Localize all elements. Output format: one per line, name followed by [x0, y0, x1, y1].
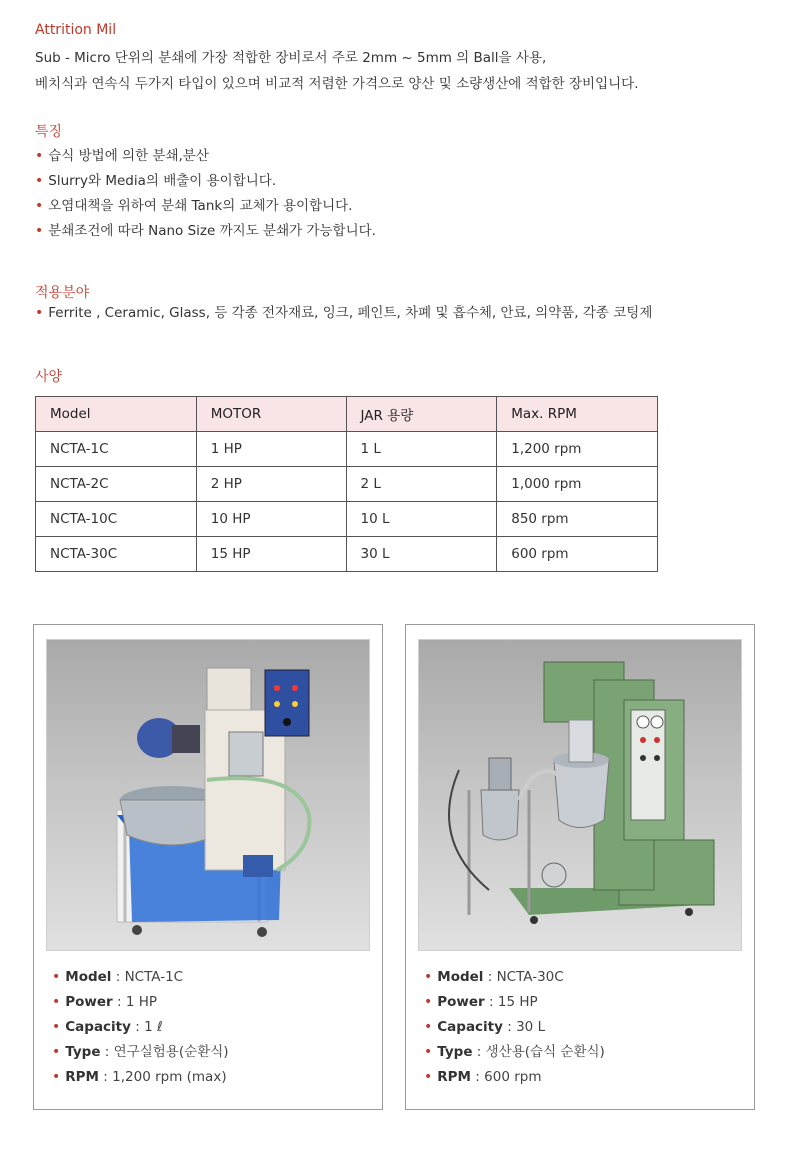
cell-rpm: 850 rpm — [497, 502, 658, 537]
spec-header-motor: MOTOR — [196, 397, 346, 432]
bullet-icon: • — [35, 173, 44, 189]
bullet-icon: • — [52, 1069, 61, 1085]
feature-item: • 습식 방법에 의한 분쇄,분산 — [35, 148, 209, 164]
bullet-icon: • — [52, 1044, 61, 1060]
table-row — [36, 467, 658, 502]
cell-model: NCTA-30C — [36, 537, 197, 572]
intro-line-1: Sub - Micro 단위의 분쇄에 가장 적합한 장비로서 주로 2mm ~ 5mm 의 Ball을 사용, — [35, 50, 547, 66]
intro-title: Attrition Mil — [35, 22, 117, 38]
cell-jar: 2 L — [346, 467, 497, 502]
spec-item-model: • Model : NCTA-1C — [52, 969, 184, 985]
cell-jar: 10 L — [346, 502, 497, 537]
spec-item-model: • Model : NCTA-30C — [424, 969, 564, 985]
bullet-icon: • — [35, 223, 44, 239]
product-specs-ncta-30c — [424, 967, 605, 1092]
cell-model: NCTA-1C — [36, 432, 197, 467]
bullet-icon: • — [35, 305, 44, 321]
bullet-icon: • — [52, 969, 61, 985]
bullet-icon: • — [424, 1069, 433, 1085]
attrition-mill-small-image — [47, 640, 370, 951]
cell-motor: 1 HP — [196, 432, 346, 467]
spec-header-jar: JAR 용량 — [346, 397, 497, 432]
spec-item-power: • Power : 1 HP — [52, 994, 158, 1010]
cell-jar: 1 L — [346, 432, 497, 467]
intro-line-2: 베치식과 연속식 두가지 타입이 있으며 비교적 저렴한 가격으로 양산 및 소량생산에 적합한 장비입니다. — [35, 76, 639, 92]
spec-title: 사양 — [35, 369, 63, 385]
bullet-icon: • — [35, 198, 44, 214]
bullet-icon: • — [424, 994, 433, 1010]
application-item: • Ferrite , Ceramic, Glass, 등 각종 전자재료, 잉크, 페인트, 차폐 및 흡수체, 안료, 의약품, 각종 코팅제 — [35, 305, 653, 321]
table-row — [36, 502, 658, 537]
features-title: 특징 — [35, 124, 63, 140]
application-list — [35, 303, 652, 328]
feature-item: • Slurry와 Media의 배출이 용이합니다. — [35, 173, 277, 189]
cell-jar: 30 L — [346, 537, 497, 572]
attrition-mill-large-image — [419, 640, 742, 951]
spec-item-capacity: • Capacity : 1 ℓ — [52, 1019, 163, 1035]
spec-item-rpm: • RPM : 600 rpm — [424, 1069, 542, 1085]
features-list — [35, 146, 376, 246]
product-card-ncta-30c — [405, 624, 755, 1110]
bullet-icon: • — [424, 1019, 433, 1035]
spec-table — [35, 396, 658, 572]
spec-header-model: Model — [36, 397, 197, 432]
spec-item-type: • Type : 생산용(습식 순환식) — [424, 1044, 605, 1060]
spec-header-row — [36, 397, 658, 432]
cell-rpm: 600 rpm — [497, 537, 658, 572]
cell-motor: 10 HP — [196, 502, 346, 537]
bullet-icon: • — [35, 148, 44, 164]
cell-rpm: 1,200 rpm — [497, 432, 658, 467]
bullet-icon: • — [52, 1019, 61, 1035]
cell-model: NCTA-2C — [36, 467, 197, 502]
application-title: 적용분야 — [35, 285, 90, 301]
product-specs-ncta-1c — [52, 967, 229, 1092]
product-card-ncta-1c — [33, 624, 383, 1110]
cell-rpm: 1,000 rpm — [497, 467, 658, 502]
spec-item-rpm: • RPM : 1,200 rpm (max) — [52, 1069, 227, 1085]
bullet-icon: • — [424, 969, 433, 985]
product-photo-ncta-30c — [418, 639, 742, 951]
product-photo-ncta-1c — [46, 639, 370, 951]
bullet-icon: • — [424, 1044, 433, 1060]
cell-model: NCTA-10C — [36, 502, 197, 537]
cell-motor: 15 HP — [196, 537, 346, 572]
spec-header-rpm: Max. RPM — [497, 397, 658, 432]
spec-item-capacity: • Capacity : 30 L — [424, 1019, 546, 1035]
feature-item: • 오염대책을 위하여 분쇄 Tank의 교체가 용이합니다. — [35, 198, 353, 214]
table-row — [36, 537, 658, 572]
spec-item-power: • Power : 15 HP — [424, 994, 538, 1010]
spec-item-type: • Type : 연구실험용(순환식) — [52, 1044, 229, 1060]
bullet-icon: • — [52, 994, 61, 1010]
table-row — [36, 432, 658, 467]
cell-motor: 2 HP — [196, 467, 346, 502]
feature-item: • 분쇄조건에 따라 Nano Size 까지도 분쇄가 가능합니다. — [35, 223, 376, 239]
